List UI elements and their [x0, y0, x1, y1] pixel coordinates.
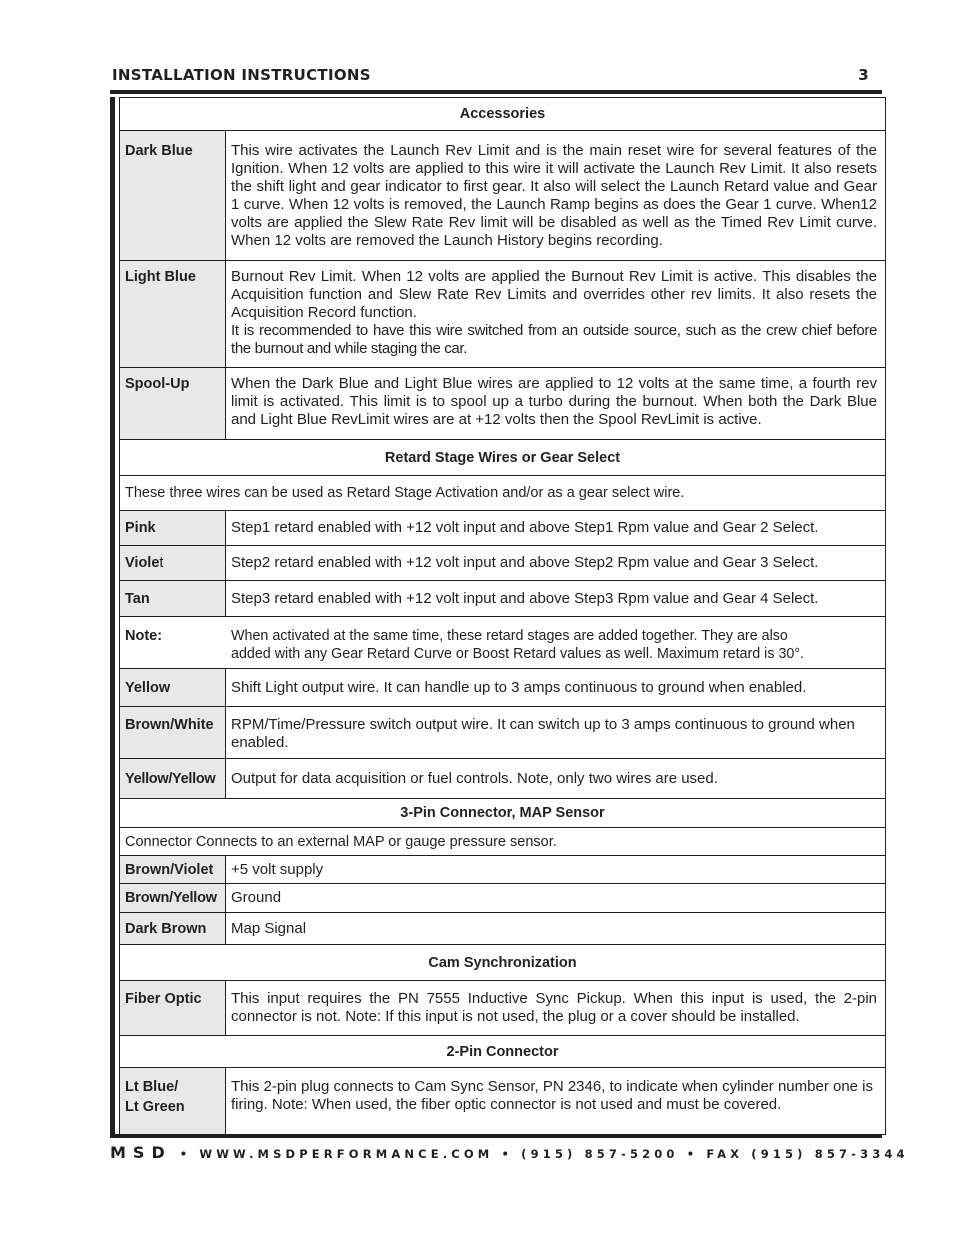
wire-label: [120, 546, 226, 580]
wire-label: Yellow: [120, 669, 226, 706]
table-row: [120, 476, 885, 511]
section-heading: 3-Pin Connector, MAP Sensor: [400, 805, 605, 821]
table-row: [120, 368, 885, 440]
wire-description: Map Signal: [231, 919, 307, 937]
section-heading: Cam Synchronization: [428, 954, 577, 971]
wire-label-line: Lt Green: [125, 1099, 185, 1115]
wire-label: Brown/White: [120, 707, 226, 758]
wire-description: When the Dark Blue and Light Blue wires are applied to 12 volts at the same time, a fourth rev limit is activated. This limit is to spool up a turbo during the burnout. When both the Dark Blue and Light Blue RevLimit wires are at +12 volts then the Spool RevLimit is active.: [231, 375, 877, 428]
section-heading-row: [120, 440, 885, 476]
note-text: [226, 617, 885, 668]
wire-description: Step2 retard enabled with +12 volt input and above Step2 Rpm value and Gear 3 Select.: [231, 554, 819, 571]
wire-description: This input requires the PN 7555 Inductive Sync Pickup. When this input is used, the 2-pin connector is not. Note: If this input is not used, the plug or a cover should be installed.: [231, 990, 877, 1025]
table-row: [120, 546, 885, 581]
section-heading: Retard Stage Wires or Gear Select: [384, 449, 621, 466]
section-heading-row: [120, 98, 885, 131]
table-row: [120, 1068, 885, 1134]
header-rule: [110, 90, 882, 94]
page-header: [112, 66, 869, 84]
wiring-table-frame: [110, 97, 882, 1135]
section-intro: These three wires can be used as Retard Stage Activation and/or as a gear select wire.: [125, 485, 685, 501]
wire-label-line: Lt Blue/: [125, 1079, 179, 1095]
wire-label: Fiber Optic: [120, 981, 226, 1035]
wire-label-suffix: t: [159, 555, 164, 571]
wire-description: [226, 261, 885, 367]
table-row: [120, 581, 885, 617]
page-number: 3: [858, 66, 869, 84]
wire-description: Step1 retard enabled with +12 volt input and above Step1 Rpm value and Gear 2 Select.: [231, 519, 819, 536]
section-heading-row: [120, 1036, 885, 1068]
wire-description: This 2-pin plug connects to Cam Sync Sensor, PN 2346, to indicate when cylinder number one is firing. Note: When used, the fiber optic connector is not used and must be covered.: [231, 1078, 874, 1113]
wire-label-text: Viole: [125, 555, 160, 571]
table-row: [120, 511, 885, 546]
section-intro: Connector Connects to an external MAP or gauge pressure sensor.: [125, 833, 557, 850]
wire-label: Dark Brown: [120, 913, 226, 944]
table-row: [120, 669, 885, 707]
wire-description: Step3 retard enabled with +12 volt input and above Step3 Rpm value and Gear 4 Select.: [231, 589, 819, 607]
description-paragraph: It is recommended to have this wire switched from an outside source, such as the crew chief before the burnout and while staging the car.: [231, 322, 877, 357]
wire-label: Spool-Up: [120, 368, 226, 439]
wire-description: Shift Light output wire. It can handle up to 3 amps continuous to ground when enabled.: [231, 678, 807, 696]
wire-label: Brown/Violet: [120, 856, 226, 883]
table-row: [120, 981, 885, 1036]
table-row: [120, 261, 885, 368]
wiring-table: [119, 97, 886, 1135]
wire-description: Output for data acquisition or fuel controls. Note, only two wires are used.: [231, 769, 718, 787]
table-row: [120, 131, 885, 261]
wire-description: +5 volt supply: [231, 860, 324, 878]
table-row: [120, 913, 885, 945]
table-row: [120, 828, 885, 856]
table-row: [120, 707, 885, 759]
section-heading-row: [120, 945, 885, 981]
wire-label: Pink: [120, 511, 226, 545]
note-row: [120, 617, 885, 669]
note-line: When activated at the same time, these retard stages are added together. They are also: [231, 628, 788, 644]
table-row: [120, 884, 885, 913]
section-heading: Accessories: [459, 106, 546, 122]
page-footer: [110, 1143, 909, 1162]
table-row: [120, 759, 885, 799]
note-line: added with any Gear Retard Curve or Boost Retard values as well. Maximum retard is 30°.: [231, 646, 805, 662]
wire-label: Dark Blue: [120, 131, 226, 260]
footer-rule: [110, 1134, 882, 1138]
table-row: [120, 856, 885, 884]
contact-info: • WWW.MSDPERFORMANCE.COM • (915) 857-5200 • FAX (915) 857-3344: [179, 1147, 909, 1161]
wire-label: [120, 1068, 226, 1134]
wire-description: Ground: [231, 889, 282, 906]
note-label: Note:: [120, 617, 226, 668]
wire-description: RPM/Time/Pressure switch output wire. It can switch up to 3 amps continuous to ground when enabled.: [231, 716, 855, 751]
wire-label: Light Blue: [120, 261, 226, 367]
description-paragraph: Burnout Rev Limit. When 12 volts are applied the Burnout Rev Limit is active. This disables the Acquisition function and Slew Rate Rev Limits and overrides other rev limits. It also resets the Acquisition Record function.: [231, 268, 877, 321]
wire-label: Brown/Yellow: [120, 884, 226, 912]
section-heading: 2-Pin Connector: [446, 1043, 559, 1060]
wire-label: Yellow/Yellow: [120, 759, 226, 798]
section-heading-row: [120, 799, 885, 828]
wire-description: This wire activates the Launch Rev Limit and is the main reset wire for several features of the Ignition. When 12 volts are applied to this wire it will activate the Launch Rev Limit. It also resets the shift light and gear indicator to first gear. It also will select the Launch Retard value and Gear 1 curve. When 12 volts is removed, the Launch Ramp begins as does the Gear 1 curve. When12 volts are applied the Slew Rate Rev limit will be disabled as well as the Timed Rev Limit curve. When 12 volts are removed the Launch History begins recording.: [231, 142, 877, 249]
page-title: INSTALLATION INSTRUCTIONS: [112, 66, 371, 84]
wire-label: Tan: [120, 581, 226, 616]
brand-name: MSD: [110, 1143, 172, 1162]
